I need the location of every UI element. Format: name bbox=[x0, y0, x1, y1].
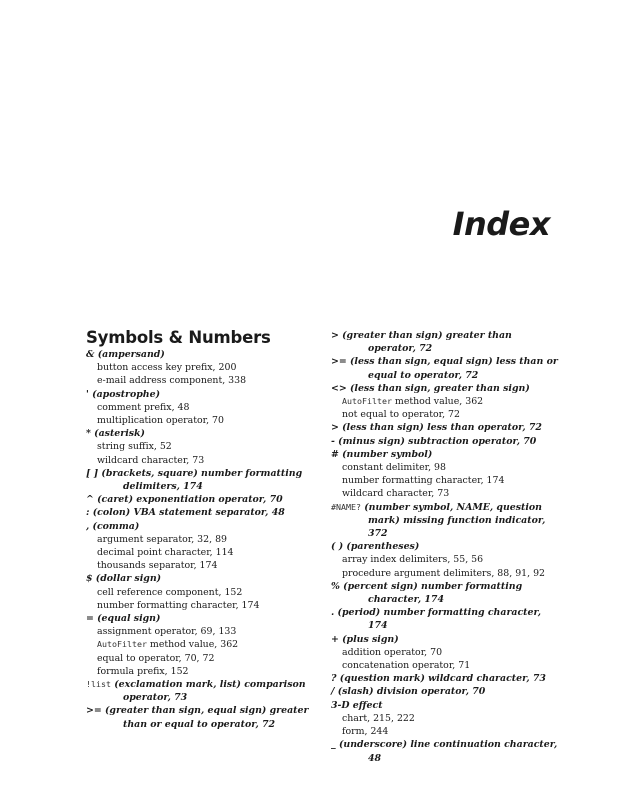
index-subentry: assignment operator, 69, 133 bbox=[97, 626, 237, 638]
entry-text: 3-D effect bbox=[331, 699, 383, 711]
index-subentry: argument separator, 32, 89 bbox=[97, 533, 227, 545]
entry-text: >= (greater than sign, equal sign) greater than or equal to operator, 72 bbox=[86, 705, 309, 730]
index-entry bbox=[331, 355, 563, 381]
index-subentry: formula prefix, 152 bbox=[97, 665, 189, 677]
index-entry bbox=[331, 699, 563, 712]
index-subentry: wildcard character, 73 bbox=[342, 488, 450, 500]
index-subentry bbox=[331, 395, 563, 408]
index-entry bbox=[86, 467, 318, 493]
index-entry bbox=[331, 382, 563, 395]
entry-text: = (equal sign) bbox=[86, 613, 161, 625]
index-list-left bbox=[86, 348, 318, 731]
index-subentry: constant delimiter, 98 bbox=[342, 462, 446, 474]
index-entry bbox=[86, 506, 318, 519]
entry-text: ^ (caret) exponentiation operator, 70 bbox=[86, 494, 283, 506]
entry-text: (exclamation mark, list) comparison operator, 73 bbox=[110, 679, 306, 704]
index-entry bbox=[86, 388, 318, 401]
entry-text: <> (less than sign, greater than sign) bbox=[331, 382, 530, 394]
index-entry bbox=[86, 520, 318, 533]
entry-text: . (period) number formatting character, 174 bbox=[331, 607, 541, 632]
entry-text: % (percent sign) number formatting character, 174 bbox=[331, 580, 523, 606]
index-entry bbox=[86, 348, 318, 361]
entry-text: ( ) (parentheses) bbox=[331, 541, 420, 553]
index-subentry: thousands separator, 174 bbox=[97, 560, 218, 572]
entry-text: , (comma) bbox=[86, 520, 140, 532]
index-subentry: decimal point character, 114 bbox=[97, 547, 234, 559]
index-entry bbox=[331, 738, 563, 764]
entry-text: # (number symbol) bbox=[331, 448, 433, 460]
entry-text: ' (apostrophe) bbox=[86, 388, 161, 400]
index-subentry: cell reference component, 152 bbox=[97, 586, 243, 598]
index-column-left bbox=[86, 328, 318, 731]
entry-text: & (ampersand) bbox=[86, 349, 165, 360]
entry-text: > (less than sign) less than operator, 72 bbox=[331, 422, 542, 434]
entry-text: $ (dollar sign) bbox=[86, 573, 162, 585]
index-subentry: wildcard character, 73 bbox=[97, 454, 205, 466]
index-subentry: comment prefix, 48 bbox=[97, 401, 190, 413]
entry-text: + (plus sign) bbox=[331, 633, 399, 645]
subentry-text: method value, 362 bbox=[146, 639, 239, 651]
index-subentry: string suffix, 52 bbox=[97, 441, 172, 453]
index-entry bbox=[331, 685, 563, 698]
index-entry bbox=[331, 672, 563, 685]
entry-text: [ ] (brackets, square) number formatting delimiters, 174 bbox=[86, 467, 303, 493]
index-entry bbox=[331, 540, 563, 553]
index-subentry: concatenation operator, 71 bbox=[342, 660, 471, 672]
index-entry bbox=[331, 448, 563, 461]
index-subentry bbox=[86, 638, 318, 651]
entry-text: * (asterisk) bbox=[86, 428, 145, 440]
index-entry bbox=[86, 678, 318, 704]
index-entry bbox=[86, 427, 318, 440]
entry-text: : (colon) VBA statement separator, 48 bbox=[86, 507, 285, 519]
index-entry bbox=[86, 704, 318, 730]
index-entry bbox=[86, 493, 318, 506]
index-entry bbox=[331, 501, 563, 541]
entry-text: / (slash) division operator, 70 bbox=[331, 686, 486, 698]
index-subentry: multiplication operator, 70 bbox=[97, 415, 224, 427]
index-subentry: not equal to operator, 72 bbox=[342, 409, 460, 421]
subentry-text: method value, 362 bbox=[391, 396, 484, 408]
code-term: AutoFilter bbox=[342, 396, 392, 407]
index-entry bbox=[331, 421, 563, 434]
entry-text: (number symbol, NAME, question mark) missing function indicator, 372 bbox=[360, 501, 546, 540]
entry-text: > (greater than sign) greater than operator, 72 bbox=[331, 330, 512, 355]
index-entry bbox=[331, 606, 563, 632]
entry-text: _ (underscore) line continuation character, 48 bbox=[331, 739, 558, 764]
index-subentry: button access key prefix, 200 bbox=[97, 362, 237, 374]
index-entry bbox=[331, 329, 563, 355]
index-entry bbox=[86, 612, 318, 625]
index-entry bbox=[331, 580, 563, 606]
index-subentry: addition operator, 70 bbox=[342, 646, 443, 658]
index-subentry: procedure argument delimiters, 88, 91, 92 bbox=[342, 567, 546, 579]
index-list-right bbox=[331, 329, 563, 765]
code-term: #NAME? bbox=[331, 501, 361, 512]
entry-text: - (minus sign) subtraction operator, 70 bbox=[331, 435, 537, 447]
index-subentry: number formatting character, 174 bbox=[97, 599, 260, 611]
index-subentry: number formatting character, 174 bbox=[342, 475, 505, 487]
index-entry bbox=[331, 435, 563, 448]
page-title: Index bbox=[452, 205, 550, 243]
code-term: AutoFilter bbox=[97, 639, 147, 650]
index-subentry: form, 244 bbox=[342, 726, 389, 738]
code-term: !list bbox=[86, 679, 111, 690]
index-subentry: chart, 215, 222 bbox=[342, 712, 415, 724]
index-subentry: array index delimiters, 55, 56 bbox=[342, 554, 484, 566]
entry-text: ? (question mark) wildcard character, 73 bbox=[331, 673, 546, 685]
index-entry bbox=[331, 633, 563, 646]
section-heading: Symbols & Numbers bbox=[86, 328, 271, 347]
index-subentry: e-mail address component, 338 bbox=[97, 375, 247, 387]
entry-text: >= (less than sign, equal sign) less than or equal to operator, 72 bbox=[331, 356, 558, 381]
index-column-right bbox=[331, 329, 563, 765]
index-entry bbox=[86, 572, 318, 585]
index-subentry: equal to operator, 70, 72 bbox=[97, 652, 215, 664]
